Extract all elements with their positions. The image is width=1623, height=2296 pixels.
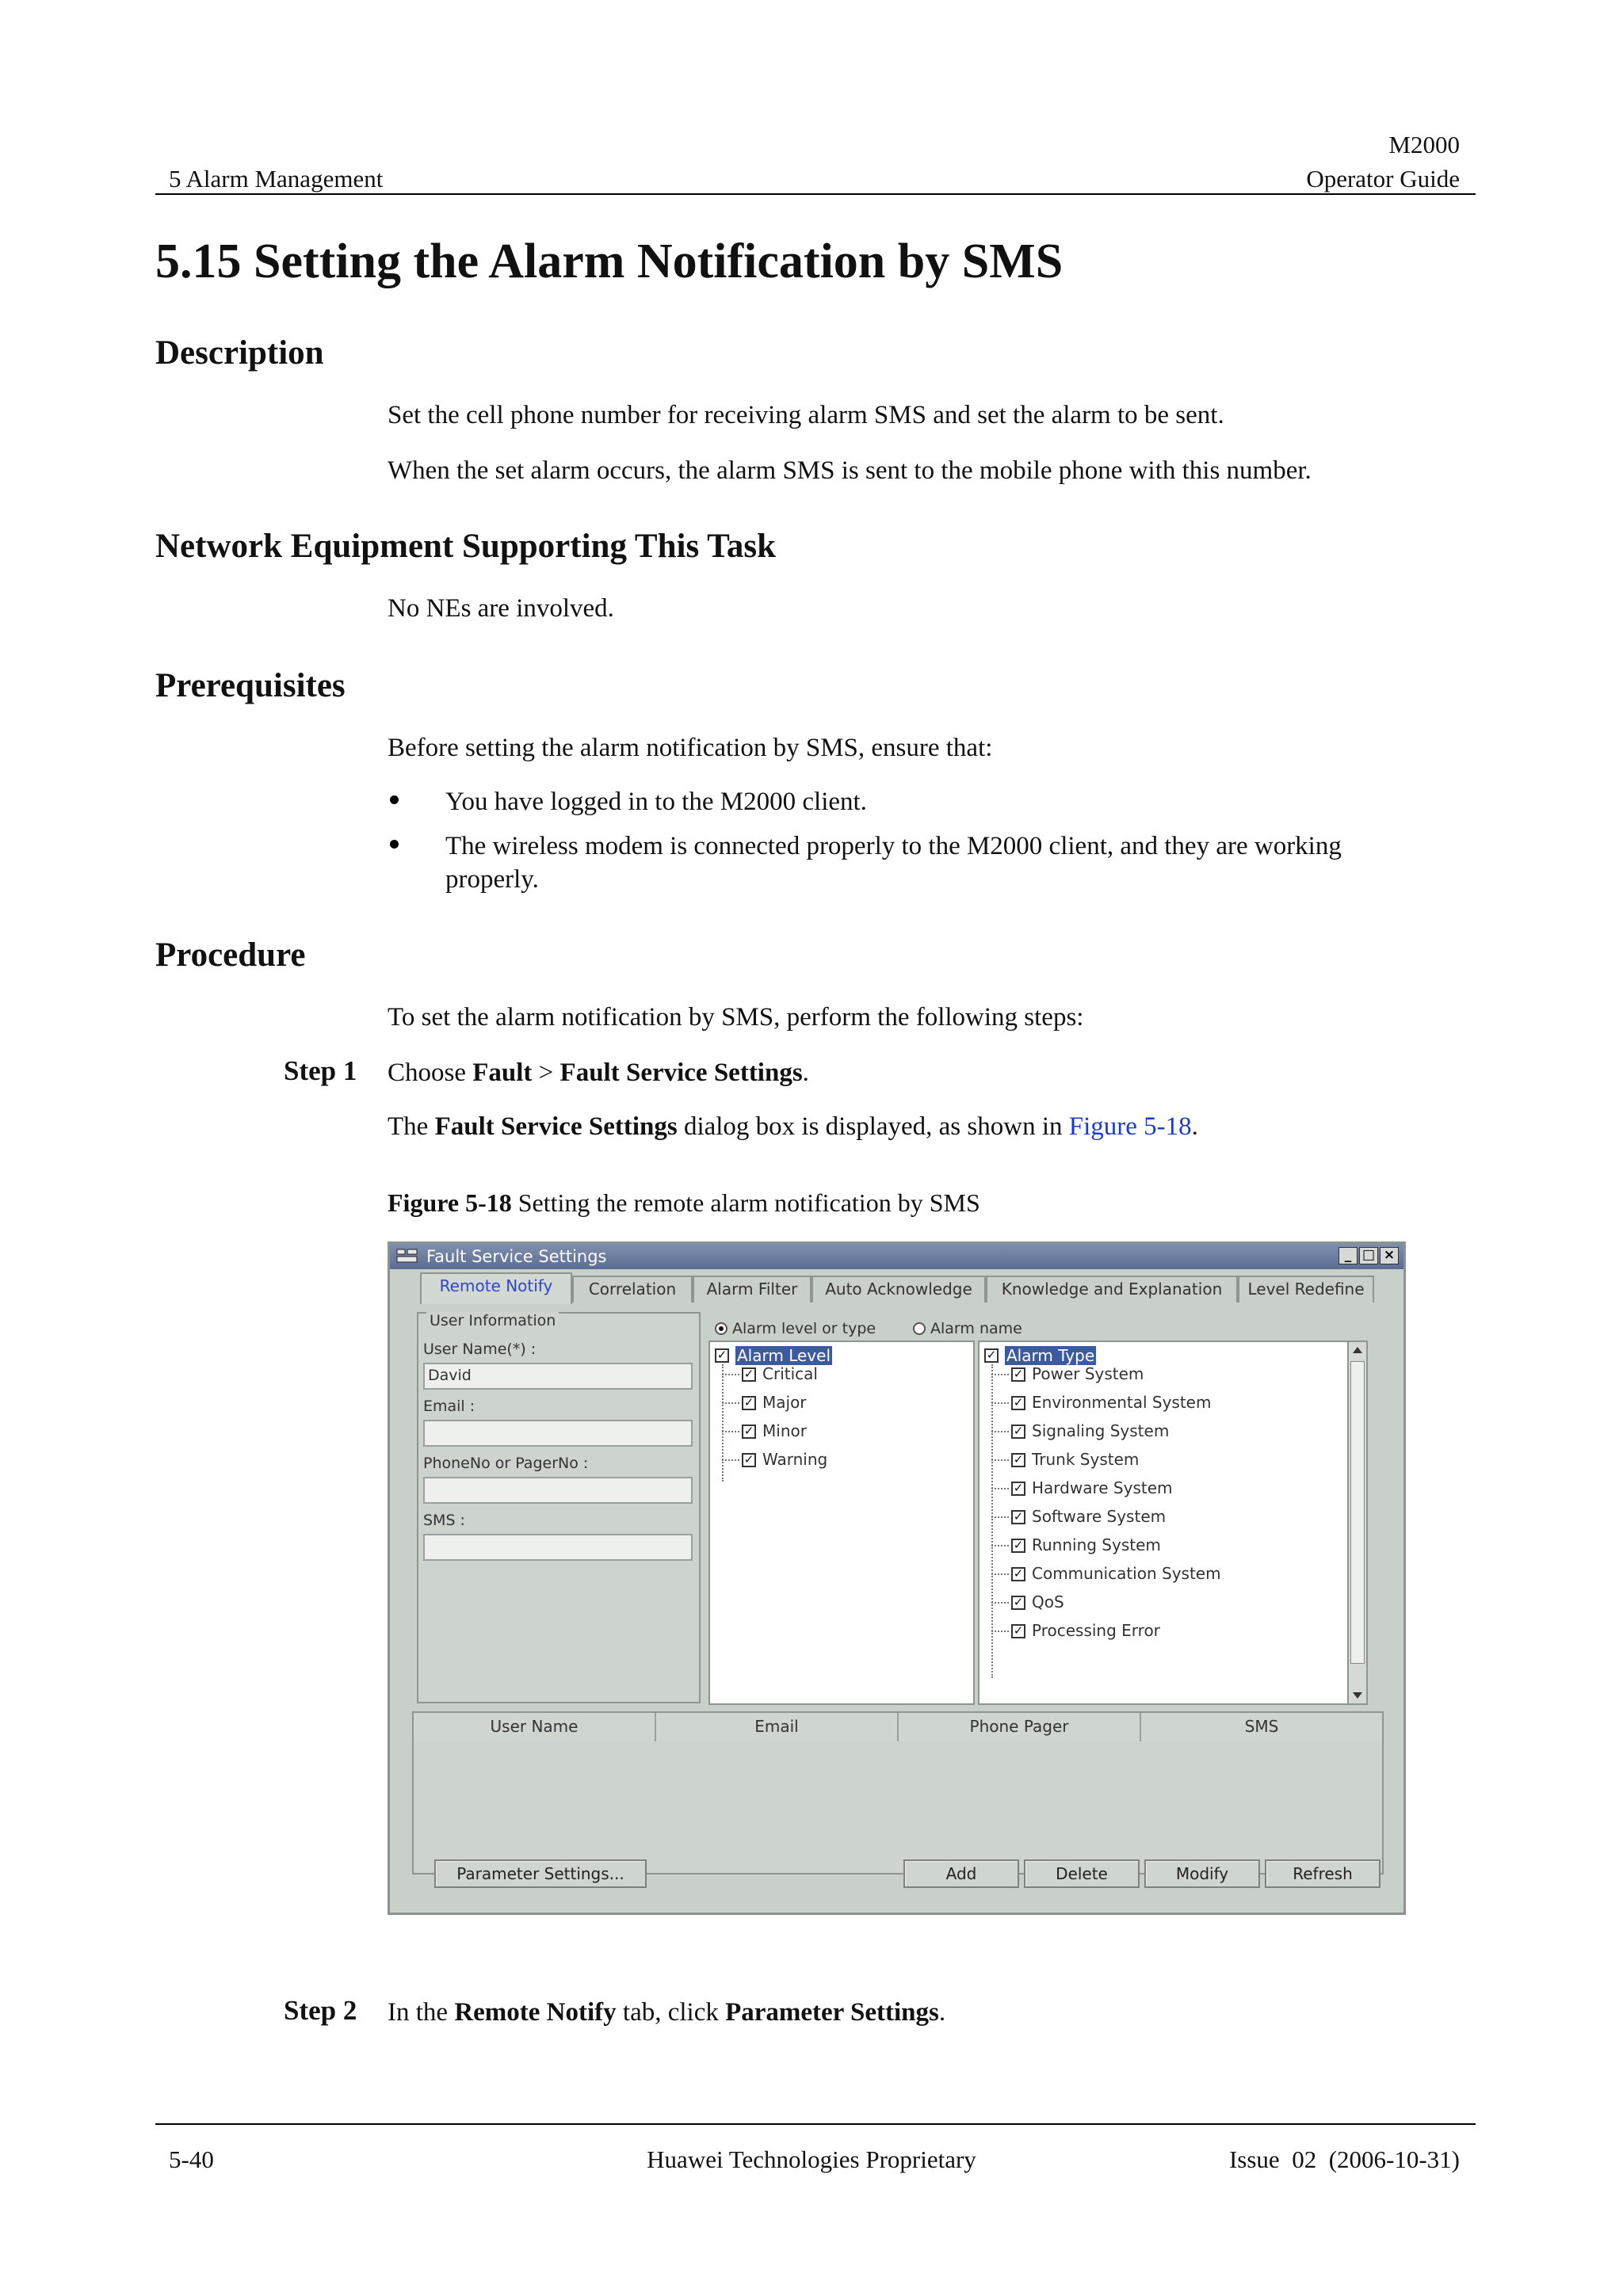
scroll-thumb[interactable] bbox=[1350, 1361, 1365, 1664]
dialog-title: Fault Service Settings bbox=[426, 1247, 607, 1266]
user-information-label: User Information bbox=[426, 1312, 559, 1329]
tree-line bbox=[722, 1459, 739, 1461]
alarm-type-tree bbox=[978, 1341, 1368, 1705]
phone-label: PhoneNo or PagerNo : bbox=[423, 1455, 589, 1472]
sms-field[interactable] bbox=[423, 1534, 693, 1561]
description-paragraph-1: Set the cell phone number for receiving alarm SMS and set the alarm to be sent. bbox=[388, 401, 1224, 429]
alarm-level-item[interactable]: Critical bbox=[762, 1364, 818, 1383]
step-1-result-a: The bbox=[388, 1112, 435, 1141]
column-header-sms[interactable]: SMS bbox=[1141, 1713, 1382, 1741]
phone-field[interactable] bbox=[423, 1477, 693, 1504]
refresh-button[interactable]: Refresh bbox=[1265, 1859, 1381, 1888]
procedure-intro: To set the alarm notification by SMS, perform the following steps: bbox=[388, 1003, 1084, 1032]
maximize-icon[interactable]: □ bbox=[1359, 1247, 1378, 1264]
checkbox[interactable]: ✓ bbox=[1011, 1453, 1025, 1467]
modify-button[interactable]: Modify bbox=[1144, 1859, 1260, 1888]
alarm-type-item[interactable]: Environmental System bbox=[1032, 1393, 1212, 1412]
tree-line bbox=[991, 1431, 1009, 1432]
footer-issue: Issue 02 (2006-10-31) bbox=[1228, 2145, 1460, 2173]
step-1-result bbox=[388, 1111, 1198, 1142]
step-1-result-c: dialog box is displayed, as shown in bbox=[677, 1112, 1069, 1141]
step-1-label: Step 1 bbox=[284, 1055, 357, 1086]
tree-line bbox=[991, 1602, 1009, 1604]
scroll-down-icon[interactable] bbox=[1353, 1692, 1362, 1699]
footer-proprietary: Huawei Technologies Proprietary bbox=[647, 2145, 976, 2173]
tree-line bbox=[722, 1402, 739, 1404]
step-2-text bbox=[388, 1997, 945, 2028]
step-2-b: Remote Notify bbox=[454, 1998, 617, 2027]
parameter-settings-button[interactable]: Parameter Settings... bbox=[434, 1859, 647, 1888]
checkbox[interactable]: ✓ bbox=[742, 1425, 756, 1439]
bullet-dot bbox=[390, 795, 399, 804]
header-rule bbox=[155, 193, 1476, 195]
alarm-level-tree bbox=[708, 1341, 975, 1705]
close-icon[interactable]: × bbox=[1380, 1247, 1399, 1264]
prerequisite-item-2: The wireless modem is connected properly to the M2000 client, and they are working bbox=[445, 832, 1342, 860]
footer-rule bbox=[155, 2123, 1476, 2125]
alarm-level-item[interactable]: Major bbox=[762, 1393, 807, 1412]
tree-line bbox=[991, 1402, 1009, 1404]
app-icon bbox=[396, 1248, 418, 1264]
checkbox[interactable]: ✓ bbox=[1011, 1567, 1025, 1581]
tab-auto-acknowledge[interactable]: Auto Acknowledge bbox=[812, 1276, 986, 1302]
tab-alarm-filter[interactable]: Alarm Filter bbox=[693, 1276, 812, 1302]
checkbox[interactable]: ✓ bbox=[1011, 1367, 1025, 1382]
step-1-end: . bbox=[802, 1058, 809, 1087]
radio-alarm-name-label: Alarm name bbox=[930, 1320, 1022, 1337]
checkbox[interactable]: ✓ bbox=[1011, 1596, 1025, 1610]
header-chapter: 5 Alarm Management bbox=[169, 165, 384, 193]
step-1-choose: Choose bbox=[388, 1058, 473, 1087]
alarm-type-item[interactable]: QoS bbox=[1032, 1592, 1064, 1611]
checkbox[interactable]: ✓ bbox=[984, 1348, 999, 1363]
tree-line bbox=[991, 1459, 1009, 1461]
user-name-label: User Name(*) : bbox=[423, 1341, 537, 1358]
tree-line bbox=[991, 1630, 1009, 1632]
email-field[interactable] bbox=[423, 1420, 693, 1447]
alarm-type-item[interactable]: Hardware System bbox=[1032, 1478, 1173, 1497]
email-label: Email : bbox=[423, 1398, 475, 1415]
users-table bbox=[412, 1711, 1384, 1875]
step-1-text bbox=[388, 1057, 809, 1089]
tab-correlation[interactable]: Correlation bbox=[572, 1276, 693, 1302]
tree-line bbox=[991, 1573, 1009, 1575]
figure-label: Figure 5-18 bbox=[388, 1188, 512, 1217]
header-doc-type: Operator Guide bbox=[1306, 165, 1460, 193]
radio-alarm-level-or-type-label: Alarm level or type bbox=[732, 1320, 876, 1337]
vertical-scrollbar[interactable] bbox=[1347, 1342, 1366, 1703]
alarm-type-item[interactable]: Running System bbox=[1032, 1535, 1161, 1554]
section-title: 5.15 Setting the Alarm Notification by SMS bbox=[155, 235, 1064, 288]
tree-line bbox=[722, 1374, 739, 1375]
figure-caption bbox=[388, 1187, 980, 1219]
tree-line bbox=[991, 1374, 1009, 1375]
step-2-e: . bbox=[938, 1998, 946, 2027]
sms-label: SMS : bbox=[423, 1512, 465, 1529]
step-1-menu-settings: Fault Service Settings bbox=[559, 1058, 803, 1087]
network-heading: Network Equipment Supporting This Task bbox=[155, 528, 777, 565]
step-2-label: Step 2 bbox=[284, 1995, 357, 2026]
dialog-title-bar bbox=[390, 1244, 1403, 1269]
step-2-c: tab, click bbox=[616, 1998, 726, 2027]
footer-page-number: 5-40 bbox=[169, 2145, 214, 2173]
radio-alarm-name[interactable] bbox=[913, 1322, 926, 1335]
checkbox[interactable]: ✓ bbox=[1011, 1396, 1025, 1410]
tree-line bbox=[722, 1431, 739, 1432]
alarm-level-root[interactable]: Alarm Level bbox=[737, 1346, 831, 1365]
bullet-dot bbox=[390, 840, 399, 849]
column-header-phone-pager[interactable]: Phone Pager bbox=[899, 1713, 1141, 1741]
tab-knowledge[interactable]: Knowledge and Explanation bbox=[986, 1276, 1238, 1302]
minimize-icon[interactable]: _ bbox=[1338, 1247, 1358, 1264]
figure-link[interactable]: Figure 5-18 bbox=[1068, 1112, 1192, 1141]
alarm-level-item[interactable]: Minor bbox=[762, 1421, 807, 1440]
user-information-group bbox=[417, 1312, 701, 1703]
alarm-type-item[interactable]: Software System bbox=[1032, 1507, 1167, 1526]
alarm-type-root[interactable]: Alarm Type bbox=[1006, 1346, 1095, 1365]
step-2-d: Parameter Settings bbox=[725, 1998, 939, 2027]
tree-line bbox=[991, 1516, 1009, 1518]
network-paragraph: No NEs are involved. bbox=[388, 594, 614, 623]
add-button[interactable]: Add bbox=[903, 1859, 1019, 1888]
column-header-user-name[interactable]: User Name bbox=[414, 1713, 656, 1741]
prerequisites-intro: Before setting the alarm notification by SMS, ensure that: bbox=[388, 734, 993, 762]
alarm-type-item[interactable]: Signaling System bbox=[1032, 1421, 1170, 1440]
step-2-a: In the bbox=[388, 1998, 455, 2027]
checkbox[interactable]: ✓ bbox=[1011, 1425, 1025, 1439]
scroll-up-icon[interactable] bbox=[1353, 1347, 1362, 1353]
figure-caption-text: Setting the remote alarm notification by SMS bbox=[511, 1188, 980, 1217]
alarm-level-item[interactable]: Warning bbox=[762, 1450, 828, 1469]
radio-alarm-level-or-type[interactable] bbox=[715, 1322, 727, 1335]
step-1-separator: > bbox=[532, 1058, 560, 1087]
fault-service-settings-dialog bbox=[388, 1241, 1406, 1915]
header-product: M2000 bbox=[1388, 131, 1460, 158]
tab-level-redefine[interactable]: Level Redefine bbox=[1238, 1276, 1374, 1302]
checkbox[interactable]: ✓ bbox=[742, 1367, 756, 1382]
prerequisites-heading: Prerequisites bbox=[155, 667, 346, 704]
step-1-result-end: . bbox=[1191, 1112, 1198, 1141]
tab-remote-notify[interactable]: Remote Notify bbox=[420, 1272, 572, 1304]
step-1-result-b: Fault Service Settings bbox=[434, 1112, 678, 1141]
tree-line bbox=[722, 1364, 724, 1482]
alarm-type-item[interactable]: Trunk System bbox=[1032, 1450, 1140, 1469]
checkbox[interactable]: ✓ bbox=[742, 1396, 756, 1410]
checkbox[interactable]: ✓ bbox=[1011, 1624, 1025, 1638]
delete-button[interactable]: Delete bbox=[1024, 1859, 1140, 1888]
checkbox[interactable]: ✓ bbox=[742, 1453, 756, 1467]
alarm-type-item[interactable]: Processing Error bbox=[1032, 1621, 1160, 1640]
description-paragraph-2: When the set alarm occurs, the alarm SMS is sent to the mobile phone with this number. bbox=[388, 456, 1312, 485]
step-1-menu-fault: Fault bbox=[472, 1058, 533, 1087]
procedure-heading: Procedure bbox=[155, 936, 306, 974]
user-name-field[interactable]: David bbox=[423, 1363, 693, 1390]
checkbox[interactable]: ✓ bbox=[1011, 1482, 1025, 1496]
checkbox[interactable]: ✓ bbox=[715, 1348, 729, 1363]
checkbox[interactable]: ✓ bbox=[1011, 1539, 1025, 1553]
alarm-type-item[interactable]: Power System bbox=[1032, 1364, 1144, 1383]
tree-line bbox=[991, 1488, 1009, 1489]
checkbox[interactable]: ✓ bbox=[1011, 1510, 1025, 1524]
description-heading: Description bbox=[155, 334, 324, 372]
prerequisite-item-2-cont: properly. bbox=[445, 865, 539, 894]
column-header-email[interactable]: Email bbox=[656, 1713, 899, 1741]
alarm-type-item[interactable]: Communication System bbox=[1032, 1564, 1221, 1583]
tree-line bbox=[991, 1545, 1009, 1547]
prerequisite-item-1: You have logged in to the M2000 client. bbox=[445, 788, 867, 816]
